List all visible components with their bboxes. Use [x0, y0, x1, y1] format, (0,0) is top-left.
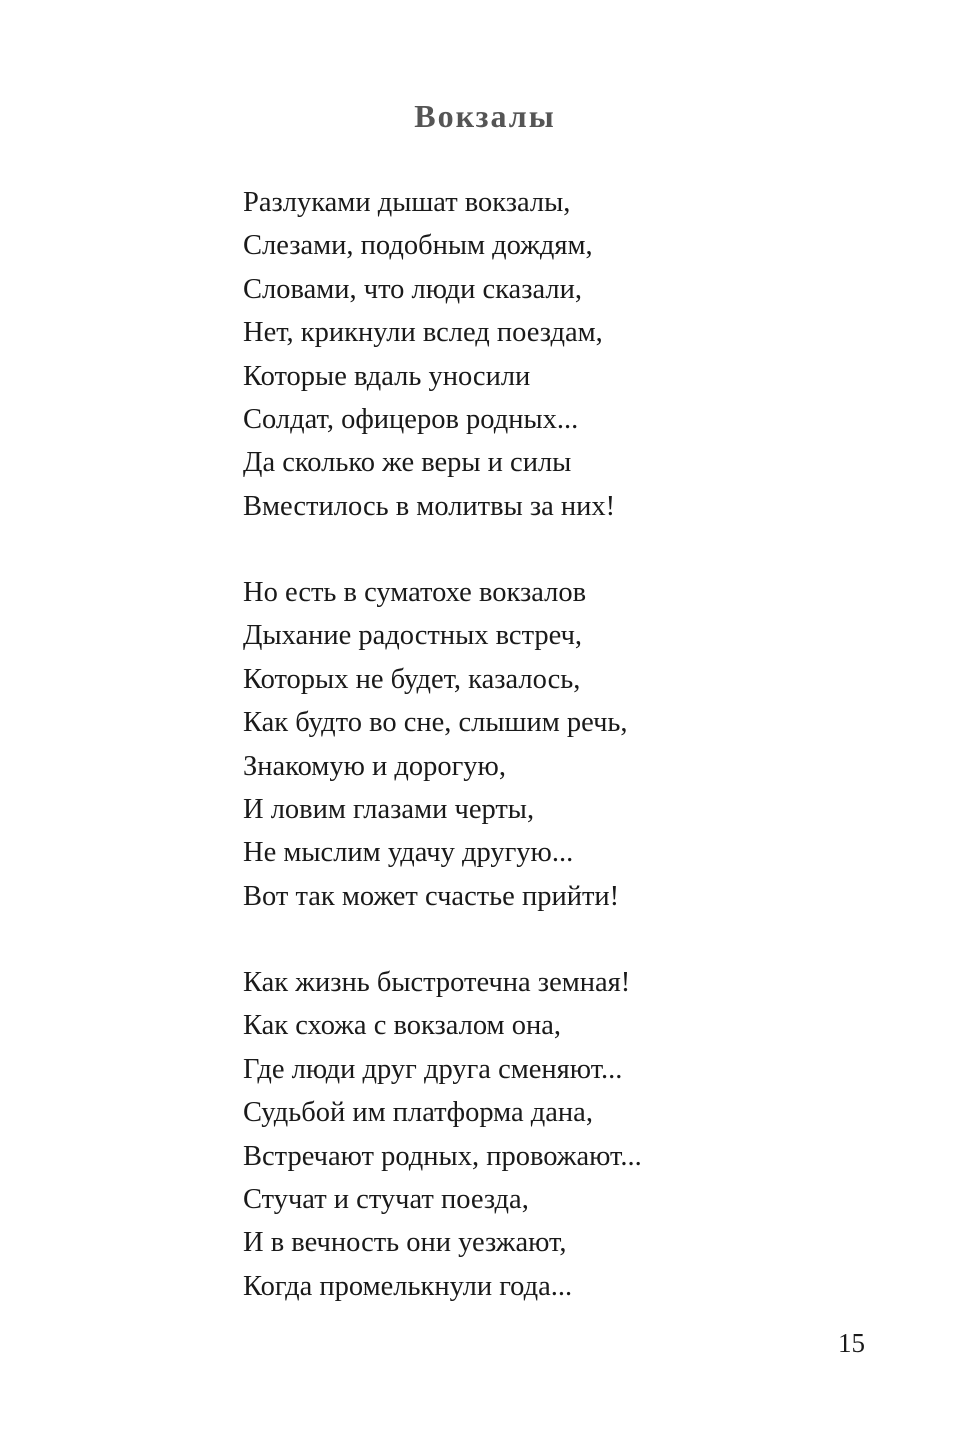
stanza-2	[243, 571, 628, 918]
poem-line: Знакомую и дорогую,	[243, 750, 506, 782]
page-number: 15	[838, 1328, 865, 1358]
poem-line: Где люди друг друга сменяют...	[243, 1053, 623, 1085]
poem-line: Которые вдаль уносили	[243, 360, 531, 392]
poem-line: Встречают родных, провожают...	[243, 1140, 642, 1172]
poem-line: Но есть в суматохе вокзалов	[243, 577, 587, 608]
poem-line: Которых не будет, казалось,	[243, 663, 581, 695]
poem-line: Нет, крикнули вслед поездам,	[243, 317, 603, 349]
poem-line: И в вечность они уезжают,	[243, 1227, 567, 1259]
poem-line: Не мыслим удачу другую...	[243, 837, 574, 869]
poem-line: Разлуками дышат вокзалы,	[243, 187, 571, 218]
poem-title: Вокзалы	[414, 98, 556, 134]
poem-line: Как жизнь быстротечна земная!	[243, 967, 631, 998]
stanza-1	[243, 181, 615, 528]
poem-line: Вместилось в молитвы за них!	[243, 490, 616, 522]
poem-line: Как будто во сне, слышим речь,	[243, 707, 628, 739]
poem-line: Слезами, подобным дождям,	[243, 230, 593, 262]
poem-line: Солдат, офицеров родных...	[243, 403, 579, 435]
stanza-3	[243, 961, 642, 1308]
poem-line: Как схожа с вокзалом она,	[243, 1010, 561, 1042]
poem-line: Дыхание радостных встреч,	[243, 620, 583, 652]
poem-line: Судьбой им платформа дана,	[243, 1097, 593, 1129]
poem-line: Когда промелькнули года...	[243, 1270, 573, 1302]
poem-line: Вот так может счастье прийти!	[243, 880, 620, 912]
poem-line: Стучат и стучат поезда,	[243, 1183, 529, 1215]
poem-line: Словами, что люди сказали,	[243, 273, 582, 305]
poem-line: И ловим глазами черты,	[243, 793, 535, 825]
poem-line: Да сколько же веры и силы	[243, 447, 572, 479]
